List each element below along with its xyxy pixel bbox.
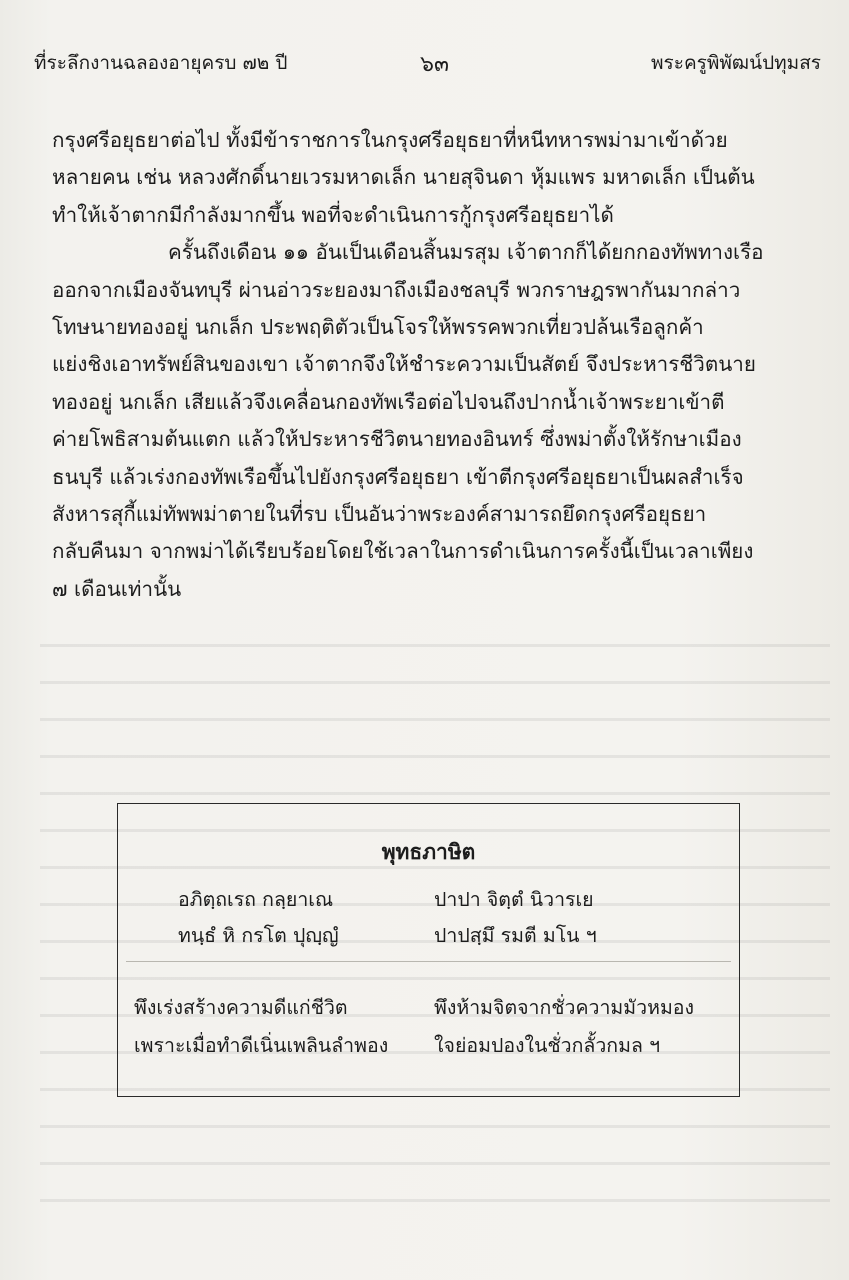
body-paragraphs [52,122,762,608]
running-header [34,48,821,78]
thai-verse-1a: พึงเร่งสร้างความดีแก่ชีวิต [134,996,348,1019]
quote-title: พุทธภาษิต [381,839,476,864]
text-line: ครั้นถึงเดือน ๑๑ อันเป็นเดือนสิ้นมรสุม เจ้าตากก็ได้ยกกองทัพทางเรือ [168,240,764,265]
text-line: ออกจากเมืองจันทบุรี ผ่านอ่าวระยองมาถึงเมืองชลบุรี พวกราษฎรพากันมากล่าว [52,277,741,302]
text-line: หลายคน เช่น หลวงศักดิ์นายเวรมหาดเล็ก นายสุจินดา หุ้มแพร มหาดเล็ก เป็นต้น [52,165,755,190]
text-line: ทองอยู่ นกเล็ก เสียแล้วจึงเคลื่อนกองทัพเรือต่อไปจนถึงปากน้ำเจ้าพระยาเข้าตี [52,389,725,414]
text-line: ธนบุรี แล้วเร่งกองทัพเรือขึ้นไปยังกรุงศรีอยุธยา เข้าตีกรุงศรีอยุธยาเป็นผลสำเร็จ [52,464,744,489]
text-line: แย่งชิงเอาทรัพย์สินของเขา เจ้าตากจึงให้ชำระความเป็นสัตย์ จึงประหารชีวิตนาย [52,352,756,377]
pali-verse-2a: ทนฺธํ หิ กรโต ปุญฺญํ [178,924,339,947]
pali-verse-1b: ปาปา จิตฺตํ นิวารเย [434,888,594,911]
text-line: โทษนายทองอยู่ นกเล็ก ประพฤติตัวเป็นโจรให้พรรคพวกเที่ยวปล้นเรือลูกค้า [52,315,704,340]
text-line: ค่ายโพธิสามต้นแตก แล้วให้ประหารชีวิตนายทองอินทร์ ซึ่งพม่าตั้งให้รักษาเมือง [52,427,742,452]
header-right-title: พระครูพิพัฒน์ปทุมสร [651,52,821,74]
text-line: ทำให้เจ้าตากมีกำลังมากขึ้น พอที่จะดำเนินการกู้กรุงศรีอยุธยาได้ [52,202,614,227]
thai-verse-2b: ใจย่อมปองในชั่วกลั้วกมล ฯ [434,1034,661,1057]
thai-verse-1b: พึงห้ามจิตจากชั่วความมัวหมอง [434,996,695,1019]
paragraph-1 [52,122,762,234]
text-line: ๗ เดือนเท่านั้น [52,576,182,601]
header-left-title: ที่ระลึกงานฉลองอายุครบ ๗๒ ปี [34,52,288,74]
page-number: ๖๓ [420,52,450,77]
thai-verse-2a: เพราะเมื่อทำดีเนิ่นเพลินลำพอง [134,1034,389,1057]
quote-divider [126,961,731,962]
pali-verse-1a: อภิตฺถเรถ กลฺยาเณ [178,888,334,911]
text-line: กลับคืนมา จากพม่าได้เรียบร้อยโดยใช้เวลาในการดำเนินการครั้งนี้เป็นเวลาเพียง [52,539,754,564]
text-line: สังหารสุกี้แม่ทัพพม่าตายในที่รบ เป็นอันว่าพระองค์สามารถยึดกรุงศรีอยุธยา [52,502,707,527]
pali-verse-2b: ปาปสฺมึ รมตี มโน ฯ [434,924,597,947]
text-line: กรุงศรีอยุธยาต่อไป ทั้งมีข้าราชการในกรุงศรีอยุธยาที่หนีทหารพม่ามาเข้าด้วย [52,128,728,152]
buddha-quote-box [117,803,740,1097]
paragraph-2 [52,234,762,608]
